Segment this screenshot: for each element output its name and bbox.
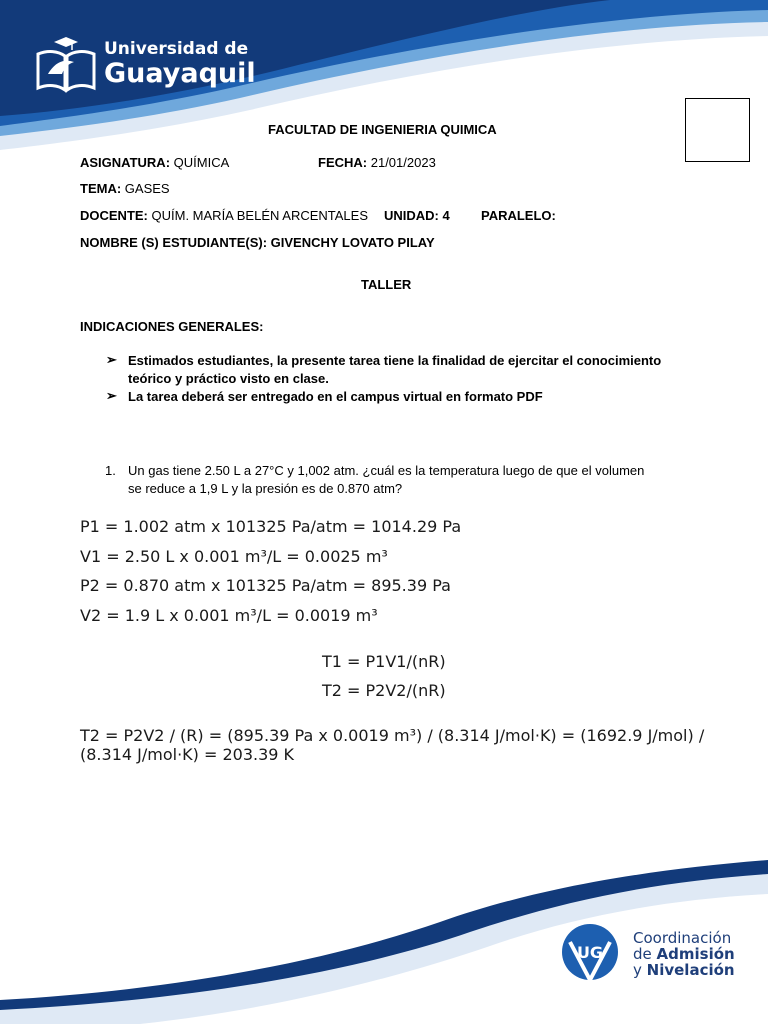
faculty-title: FACULTAD DE INGENIERIA QUIMICA [268,122,497,137]
coordination-line1: Coordinación [633,929,732,948]
docente-label: DOCENTE: [80,208,148,223]
fecha-value: 21/01/2023 [370,155,436,170]
t1-formula: T1 = P1V1/(nR) [322,652,446,671]
tema-value: GASES [124,181,170,196]
fecha-label: FECHA: [318,155,368,170]
t2-result-line1: T2 = P2V2 / (R) = (895.39 Pa x 0.0019 m³) / (8.314 J/mol·K) = (1692.9 J/mol) / [80,726,705,745]
unidad-label: UNIDAD: 4 [384,208,450,223]
coordination-line3-bold: Nivelación [646,960,735,979]
v1-calculation: V1 = 2.50 L x 0.001 m³/L = 0.0025 m³ [80,547,388,566]
university-name-line1: Universidad de [104,39,249,59]
asignatura-value: QUÍMICA [173,155,230,170]
docente-row [80,208,368,223]
p1-calculation: P1 = 1.002 atm x 101325 Pa/atm = 1014.29 Pa [80,517,462,536]
tema-row [80,181,170,196]
arrow-bullet-icon: ➢ [106,388,117,403]
coordination-line3-prefix: y [633,960,647,979]
v2-calculation: V2 = 1.9 L x 0.001 m³/L = 0.0019 m³ [80,606,378,625]
indicacion-2-line1: La tarea deberá ser entregado en el campus virtual en formato PDF [128,389,543,404]
student-name: NOMBRE (S) ESTUDIANTE(S): GIVENCHY LOVATO PILAY [80,235,435,250]
coordination-line2-bold: Admisión [656,945,735,964]
docente-value: QUÍM. MARÍA BELÉN ARCENTALES [151,208,368,223]
t2-formula: T2 = P2V2/(nR) [322,681,446,700]
fecha-row [318,155,436,170]
ug-mark-text: UG [576,943,604,962]
question-number: 1. [105,463,116,478]
admission-logo [555,920,735,990]
indicaciones-title: INDICACIONES GENERALES: [80,319,264,334]
asignatura-label: ASIGNATURA: [80,155,171,170]
t2-result-line2: (8.314 J/mol·K) = 203.39 K [80,745,295,764]
indicacion-1-line2: teórico y práctico visto en clase. [128,371,329,386]
paralelo-label: PARALELO: [481,208,556,223]
asignatura-row [80,155,229,170]
university-name-line2: Guayaquil [104,58,256,89]
grade-box [685,98,750,162]
coordination-line2-prefix: de [633,945,657,964]
arrow-bullet-icon: ➢ [106,352,117,367]
indicacion-1-line1: Estimados estudiantes, la presente tarea tiene la finalidad de ejercitar el conocimiento [128,353,662,368]
question-line2: se reduce a 1,9 L y la presión es de 0.870 atm? [128,481,403,496]
p2-calculation: P2 = 0.870 atm x 101325 Pa/atm = 895.39 Pa [80,576,451,595]
tema-label: TEMA: [80,181,122,196]
book-icon [34,34,98,94]
university-logo [34,34,256,94]
taller-title: TALLER [361,277,412,292]
question-line1: Un gas tiene 2.50 L a 27°C y 1,002 atm. ¿cuál es la temperatura luego de que el volumen [128,463,645,478]
ug-seal-icon [555,920,625,990]
